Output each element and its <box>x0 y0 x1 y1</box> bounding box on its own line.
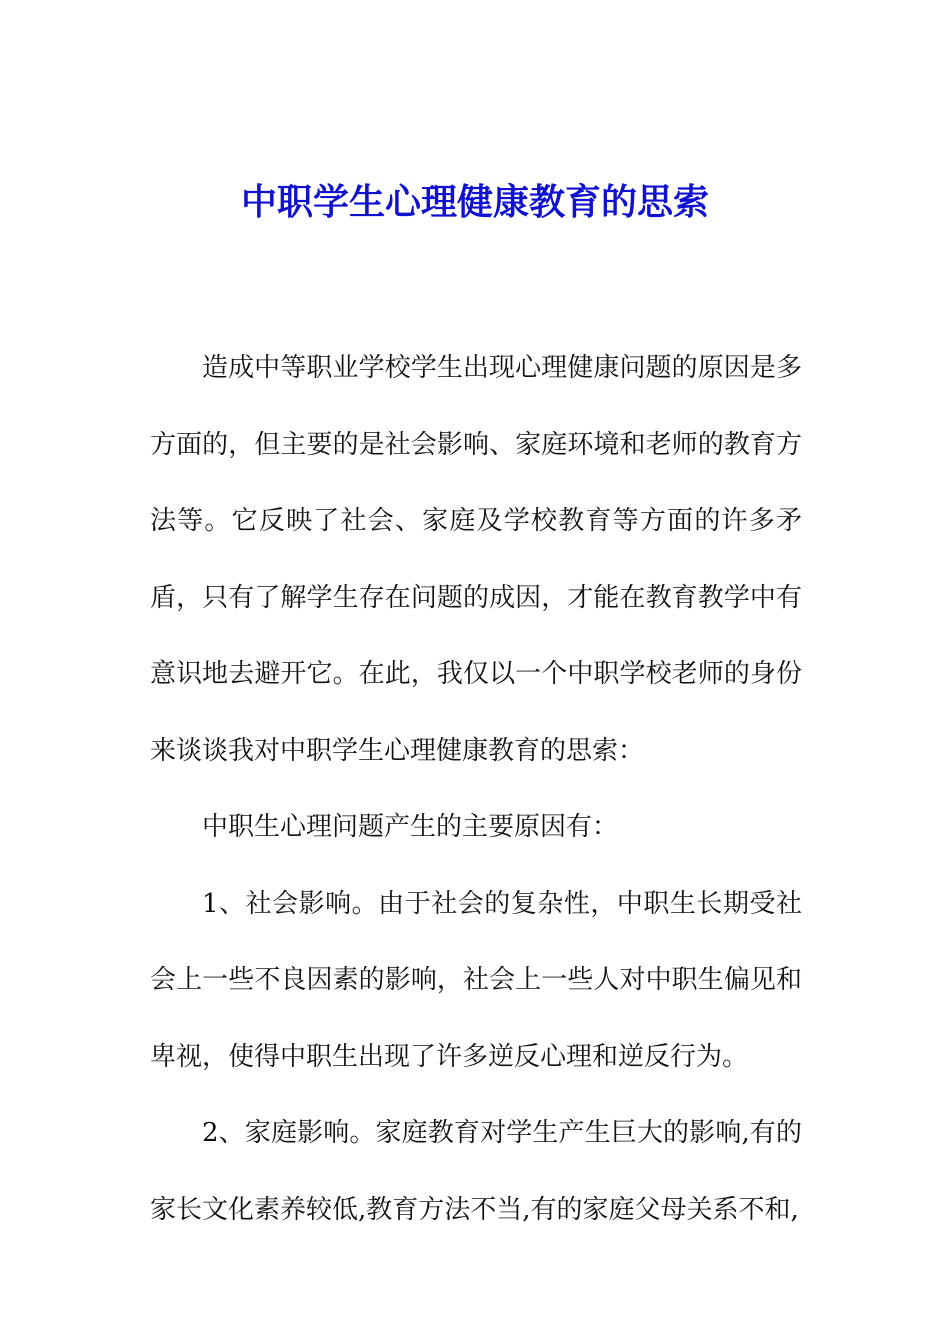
paragraph-causes-heading: 中职生心理问题产生的主要原因有： <box>202 812 619 842</box>
paragraph-social-influence: 1、社会影响。由于社会的复杂性，中职生长期受社会上一些不良因素的影响，社会上一些人对中职生偏见和卑视，使得中职生出现了许多逆反心理和逆反行为。 <box>150 888 802 1072</box>
document-body <box>150 330 802 1248</box>
paragraph-intro: 造成中等职业学校学生出现心理健康问题的原因是多方面的，但主要的是社会影响、家庭环境和老师的教育方法等。它反映了社会、家庭及学校教育等方面的许多矛盾，只有了解学生存在问题的成因，才能在教育教学中有意识地去避开它。在此，我仅以一个中职学校老师的身份来谈谈我对中职学生心理健康教育的思索： <box>150 353 802 766</box>
document-title: 中职学生心理健康教育的思索 <box>240 181 709 223</box>
paragraph-family-influence: 2、家庭影响。家庭教育对学生产生巨大的影响,有的家长文化素养较低,教育方法不当,有的家庭父母关系不和, <box>150 1118 802 1225</box>
